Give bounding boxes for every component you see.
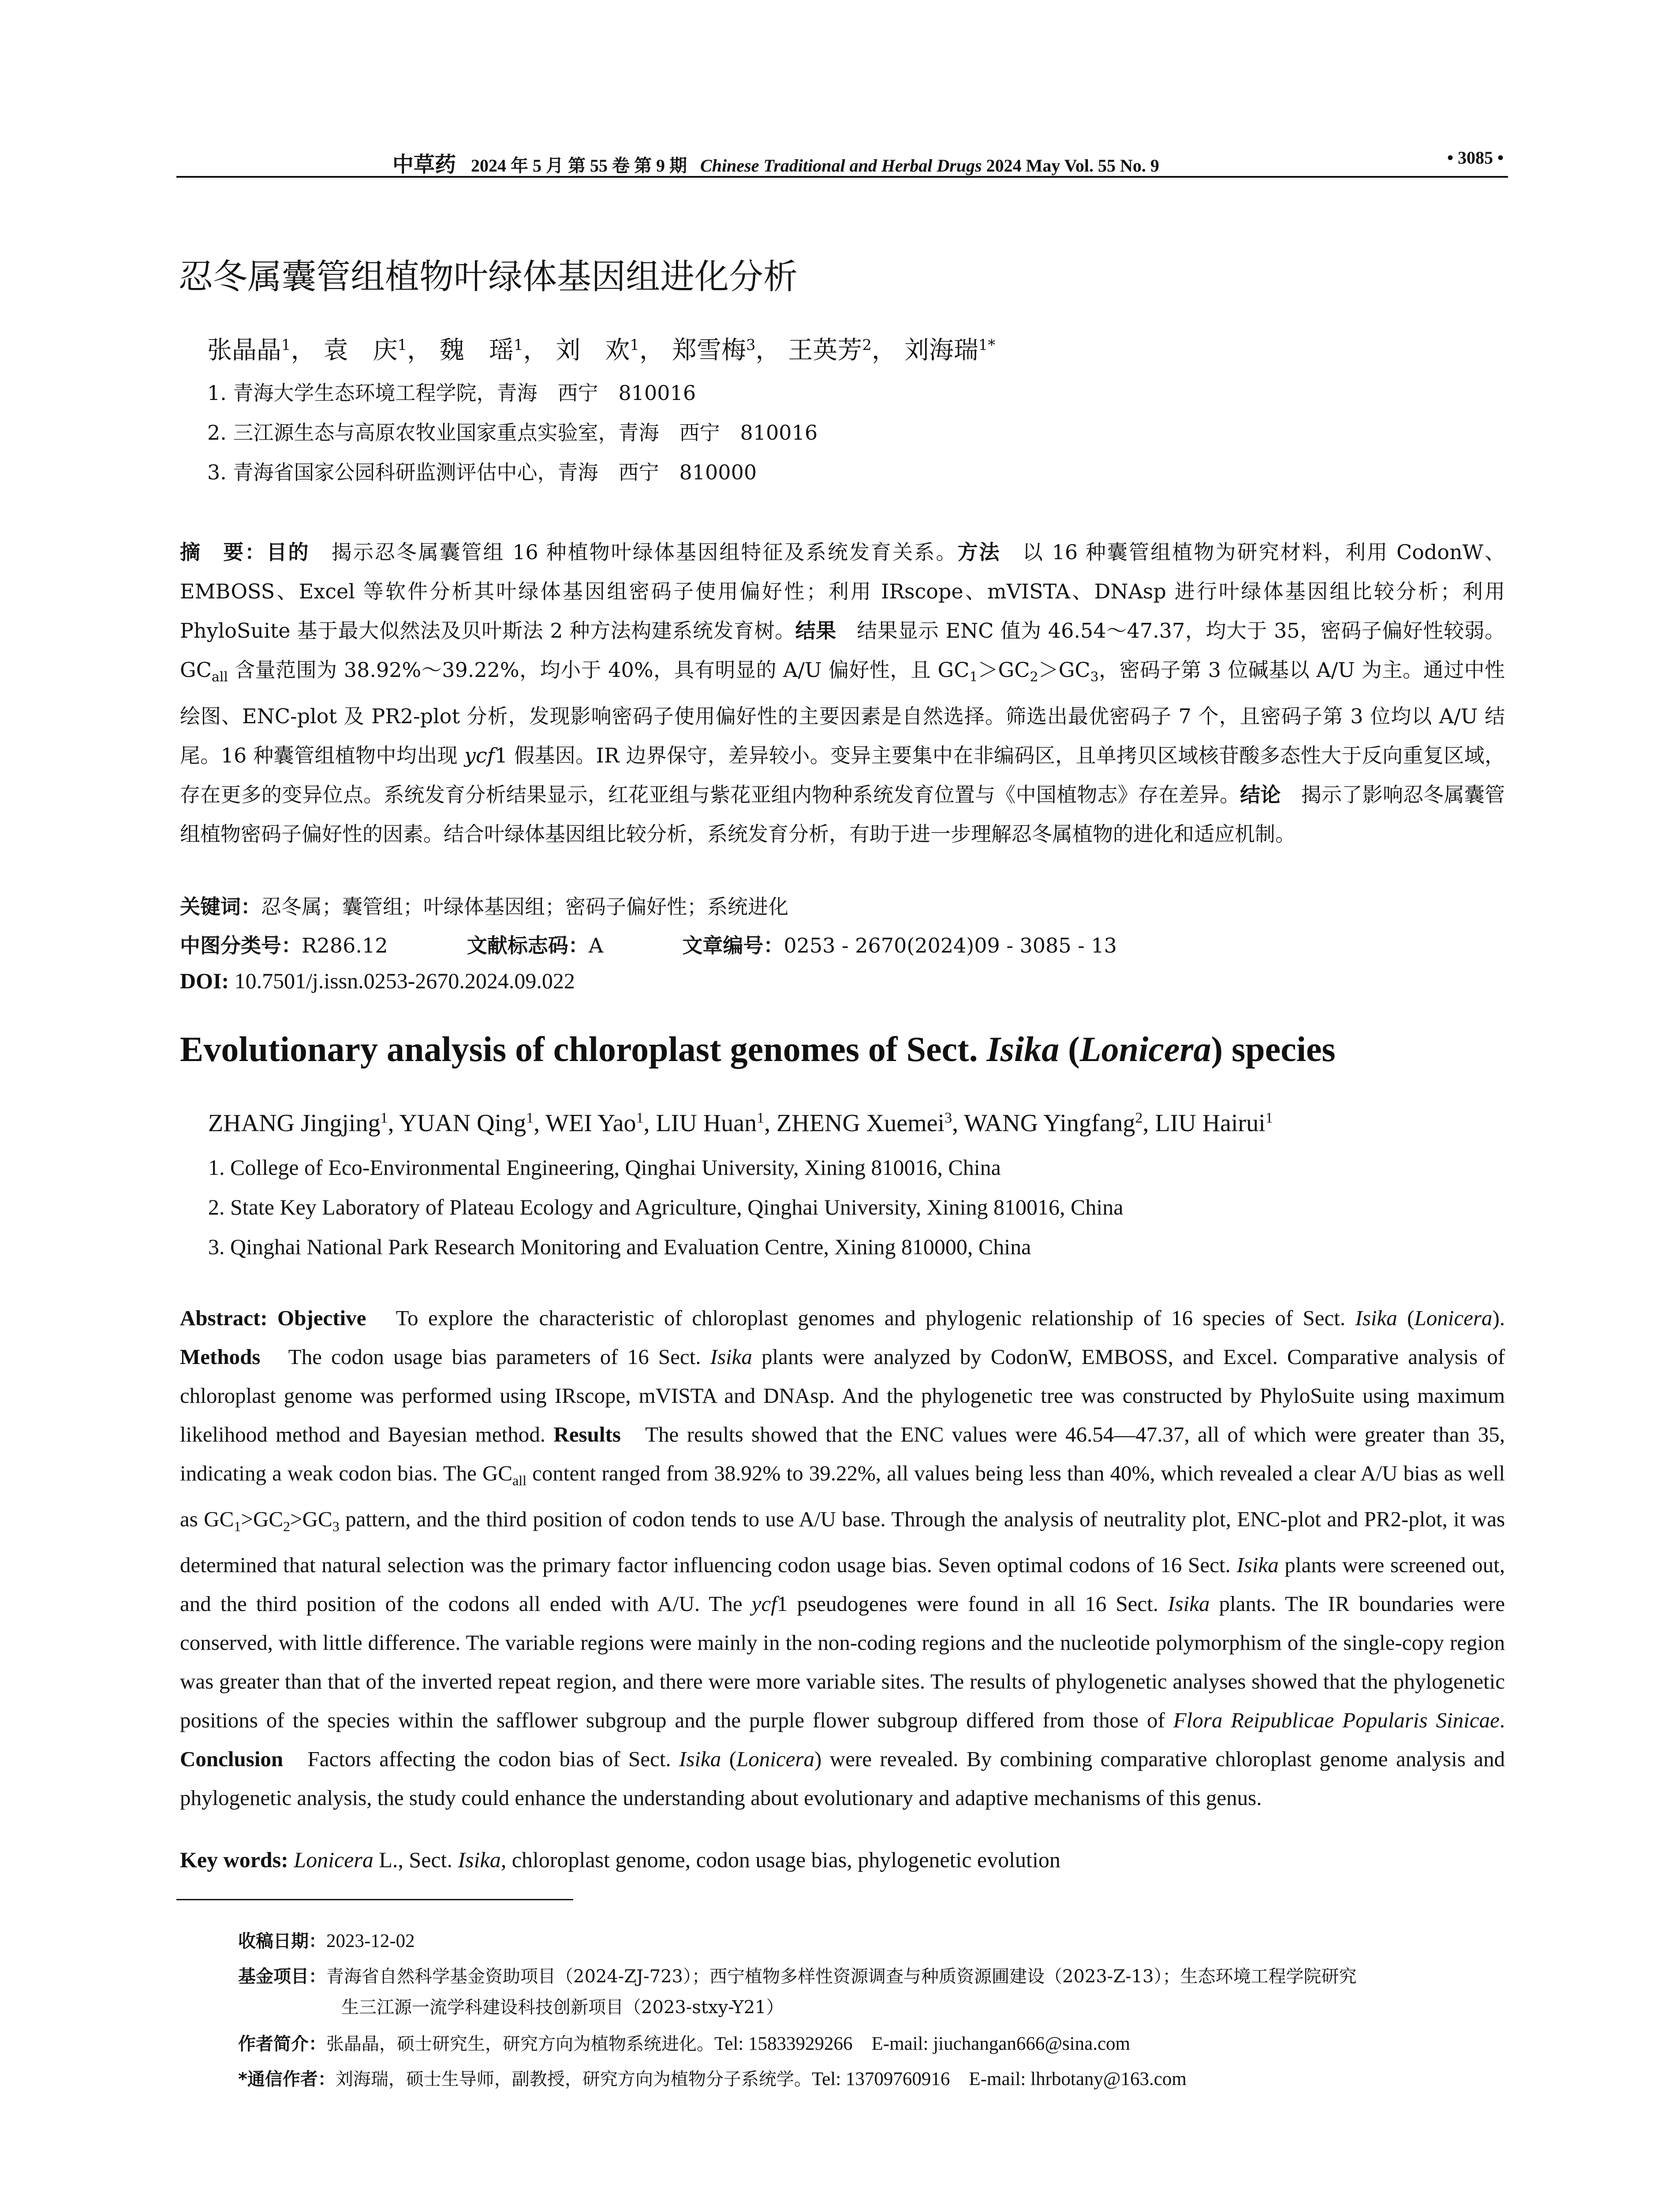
author-cn: 袁 庆$^1$ [323,336,407,365]
footnote-corresponding: *通信作者：刘海瑞，硕士生导师，副教授，研究方向为植物分子系统学。Tel: 13709760916 E-mail: lhrbotany@163.com [238,2069,1187,2089]
author-cn: 刘 欢$^1$ [556,336,639,365]
title-cn: 忍冬属囊管组植物叶绿体基因组进化分析 [179,257,798,297]
page-number: • 3085 • [1447,148,1504,168]
authors-en: ZHANG Jingjing$^1$, YUAN Qing$^1$, WEI Yao$^1$, LIU Huan$^1$, ZHENG Xuemei$^3$, WANG Yingfang$^2$, LIU Hairui$^1$ [208,1110,1273,1137]
authors-cn: 张晶晶$^1$， 袁 庆$^1$， 魏 瑶$^1$， 刘 欢$^1$， 郑雪梅$^3$， 王英芳$^2$， 刘海瑞$^{1*}$ [207,336,996,365]
author-cn: 魏 瑶$^1$ [439,336,523,365]
footnote-author: 作者简介：张晶晶，硕士研究生，研究方向为植物系统进化。Tel: 15833929266 E-mail: jiuchangan666@sina.com [238,2033,1130,2054]
running-header [176,144,1508,175]
keywords-cn: 关键词：忍冬属；囊管组；叶绿体基因组；密码子偏好性；系统进化 [180,895,788,919]
author-cn: 王英芳$^2$ [788,336,872,365]
abstract-en: Abstract: Objective To explore the characteristic of chloroplast genomes and phylogenic relationship of 16 species of Sect. Isika (Lonicera). Methods The codon usage bias parameters of 16 Sect. Isika plants were analyzed by CodonW, EMBOSS, and Excel. Comparative analysis of chloroplast genome was performed using IRscope, mVISTA and DNAsp. And the phylogenetic tree was constructed by PhyloSuite using maximum likelihood method and Bayesian method. Results The results showed that the ENC values were 46.54—47.37, all of which were greater than 35, indicating a weak codon bias. The $GC_{all}$ content ranged from 38.92% to 39.22%, all values being less than 40%, which revealed a clear A/U bias as well as $GC_1>GC_2>GC_3$ pattern, and the third position of codon tends to use A/U base. Through the analysis of neutrality plot, ENC-plot and PR2-plot, it was determined that natural selection was the primary factor influencing codon usage bias. Seven optimal codons of 16 Sect. Isika plants were screened out, and the third position of the codons all ended with A/U. The ycf1 pseudogenes were found in all 16 Sect. Isika plants. The IR boundaries were conserved, with little difference. The variable regions were mainly in the non-coding regions and the nucleotide polymorphism of the single-copy region was greater than that of the inverted repeat region, and there were more variable sites. The results of phylogenetic analyses showed that the phylogenetic positions of the species within the safflower subgroup and the purple flower subgroup differed from those of Flora Reipublicae Popularis Sinicae. Conclusion Factors affecting the codon bias of Sect. Isika (Lonicera) were revealed. By combining comparative chloroplast genome analysis and phylogenetic analysis, the study could enhance the understanding about evolutionary and adaptive mechanisms of this genus. [180,1306,1505,1810]
author-en: ZHENG Xuemei$^3$ [777,1110,952,1137]
classification-line: 中图分类号：R286.12 文献标志码：A 文章编号：0253 - 2670(2024)09 - 3085 - 13 [180,934,1117,957]
journal-logo: 中草药 [392,152,456,177]
journal-name-en: Chinese Traditional and Herbal Drugs [700,156,982,176]
affiliation-en-2: 2. State Key Laboratory of Plateau Ecology and Agriculture, Qinghai University, Xining 810016, China [208,1195,1124,1219]
author-cn: 刘海瑞$^{1*}$ [904,336,996,365]
journal-info [392,147,1159,178]
affiliation-en-1: 1. College of Eco-Environmental Engineering, Qinghai University, Xining 810016, China [208,1155,1001,1180]
author-en: LIU Hairui$^1$ [1155,1110,1273,1137]
doi: DOI: 10.7501/j.issn.0253-2670.2024.09.022 [180,968,575,993]
author-cn: 张晶晶$^1$ [207,336,291,365]
affiliation-cn-2: 2. 三江源生态与高原农牧业国家重点实验室，青海 西宁 810016 [207,421,818,445]
author-en: LIU Huan$^1$ [656,1110,765,1137]
author-en: YUAN Qing$^1$ [399,1110,534,1137]
header-rule [176,176,1508,178]
author-cn: 郑雪梅$^3$ [672,336,756,365]
footnote-received: 收稿日期：2023-12-02 [238,1931,415,1951]
author-en: WANG Yingfang$^2$ [964,1110,1143,1137]
footnote-rule [176,1899,573,1900]
affiliation-cn-3: 3. 青海省国家公园科研监测评估中心，青海 西宁 810000 [207,460,757,484]
title-en: Evolutionary analysis of chloroplast genomes of Sect. Isika (Lonicera) species [180,1030,1336,1069]
author-en: WEI Yao$^1$ [545,1110,644,1137]
journal-issue-en: 2024 May Vol. 55 No. 9 [986,156,1159,176]
abstract-cn: 摘 要：目的 揭示忍冬属囊管组 16 种植物叶绿体基因组特征及系统发育关系。方法 以 16 种囊管组植物为研究材料，利用 CodonW、EMBOSS、Excel 等软件分析其叶绿体基因组密码子使用偏好性；利用 IRscope、mVISTA、DNAsp 进行叶绿体基因组比较分析；利用 PhyloSuite 基于最大似然法及贝叶斯法 2 种方法构建系统发育树。结果 结果显示 ENC 值为 46.54～47.37，均大于 35，密码子偏好性较弱。$GC_{all}$ 含量范围为 38.92%～39.22%，均小于 40%，具有明显的 A/U 偏好性，且 $GC_1>GC_2>GC_3$，密码子第 3 位碱基以 A/U 为主。通过中性绘图、ENC-plot 及 PR2-plot 分析，发现影响密码子使用偏好性的主要因素是自然选择。筛选出最优密码子 7 个，且密码子第 3 位均以 A/U 结尾。16 种囊管组植物中均出现 ycf1 假基因。IR 边界保守，差异较小。变异主要集中在非编码区，且单拷贝区域核苷酸多态性大于反向重复区域，存在更多的变异位点。系统发育分析结果显示，红花亚组与紫花亚组内物种系统发育位置与《中国植物志》存在差异。结论 揭示了影响忍冬属囊管组植物密码子偏好性的因素。结合叶绿体基因组比较分析，系统发育分析，有助于进一步理解忍冬属植物的进化和适应机制。 [180,540,1505,846]
footnote-fund-cont: 生三江源一流学科建设科技创新项目（2023-stxy-Y21） [341,1997,784,2018]
footnote-fund: 基金项目：青海省自然科学基金资助项目（2024-ZJ-723）；西宁植物多样性资源调查与种质资源圃建设（2023-Z-13）；生态环境工程学院研究 [238,1966,1357,1987]
author-en: ZHANG Jingjing$^1$ [208,1110,388,1137]
keywords-en: Key words: Lonicera L., Sect. Isika, chloroplast genome, codon usage bias, phylogenetic evolution [180,1847,1060,1872]
affiliation-en-3: 3. Qinghai National Park Research Monitoring and Evaluation Centre, Xining 810000, China [208,1234,1031,1259]
journal-issue-cn: 2024 年 5 月 第 55 卷 第 9 期 [471,156,687,176]
affiliation-cn-1: 1. 青海大学生态环境工程学院，青海 西宁 810016 [207,381,696,405]
